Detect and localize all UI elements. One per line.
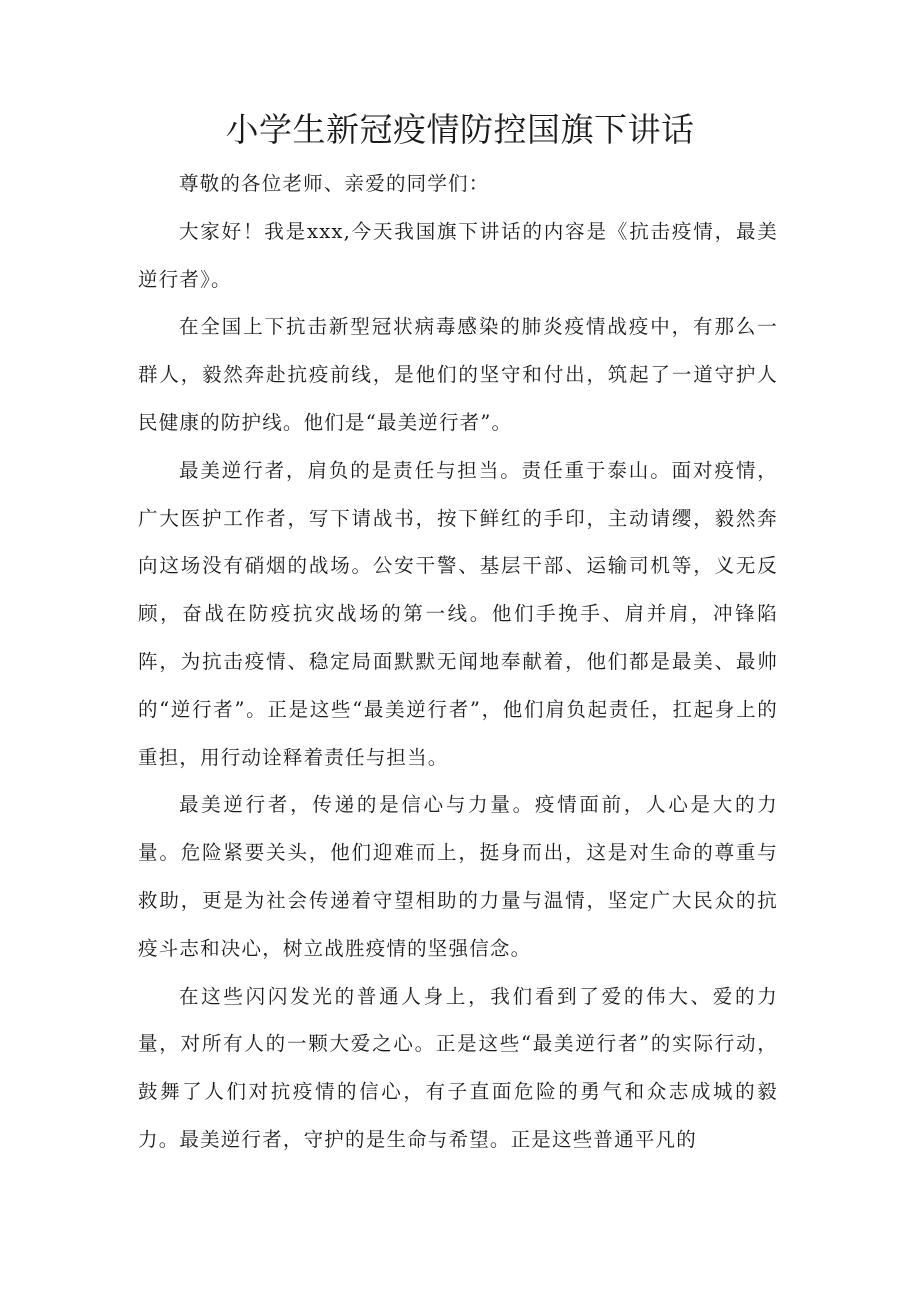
document-body [138,160,778,1164]
greeting-paragraph: 大家好！我是xxx,今天我国旗下讲话的内容是《抗击疫情，最美逆行者》。 [138,219,778,291]
body-paragraph: 在全国上下抗击新型冠状病毒感染的肺炎疫情战疫中，有那么一群人，毅然奔赴抗疫前线，是他们的坚守和付出，筑起了一道守护人民健康的防护线。他们是“最美逆行者”。 [138,315,778,434]
salutation-paragraph: 尊敬的各位老师、亲爱的同学们： [178,172,490,195]
body-paragraph: 最美逆行者，肩负的是责任与担当。责任重于泰山。面对疫情，广大医护工作者，写下请战书，按下鲜红的手印，主动请缨，毅然奔向这场没有硝烟的战场。公安干警、基层干部、运输司机等，义无反顾，奋战在防疫抗灾战场的第一线。他们手挽手、肩并肩，冲锋陷阵，为抗击疫情、稳定局面默默无闻地奉献着，他们都是最美、最帅的“逆行者”。正是这些“最美逆行者”，他们肩负起责任，扛起身上的重担，用行动诠释着责任与担当。 [138,458,778,769]
body-paragraph: 在这些闪闪发光的普通人身上，我们看到了爱的伟大、爱的力量，对所有人的一颗大爱之心。正是这些“最美逆行者”的实际行动，鼓舞了人们对抗疫情的信心，有子直面危险的勇气和众志成城的毅力。最美逆行者，守护的是生命与希望。正是这些普通平凡的 [138,984,778,1151]
body-paragraph: 最美逆行者，传递的是信心与力量。疫情面前，人心是大的力量。危险紧要关头，他们迎难而上，挺身而出，这是对生命的尊重与救助，更是为社会传递着守望相助的力量与温情，坚定广大民众的抗疫斗志和决心，树立战胜疫情的坚强信念。 [138,793,778,960]
document-title: 小学生新冠疫情防控国旗下讲话 [225,110,695,149]
